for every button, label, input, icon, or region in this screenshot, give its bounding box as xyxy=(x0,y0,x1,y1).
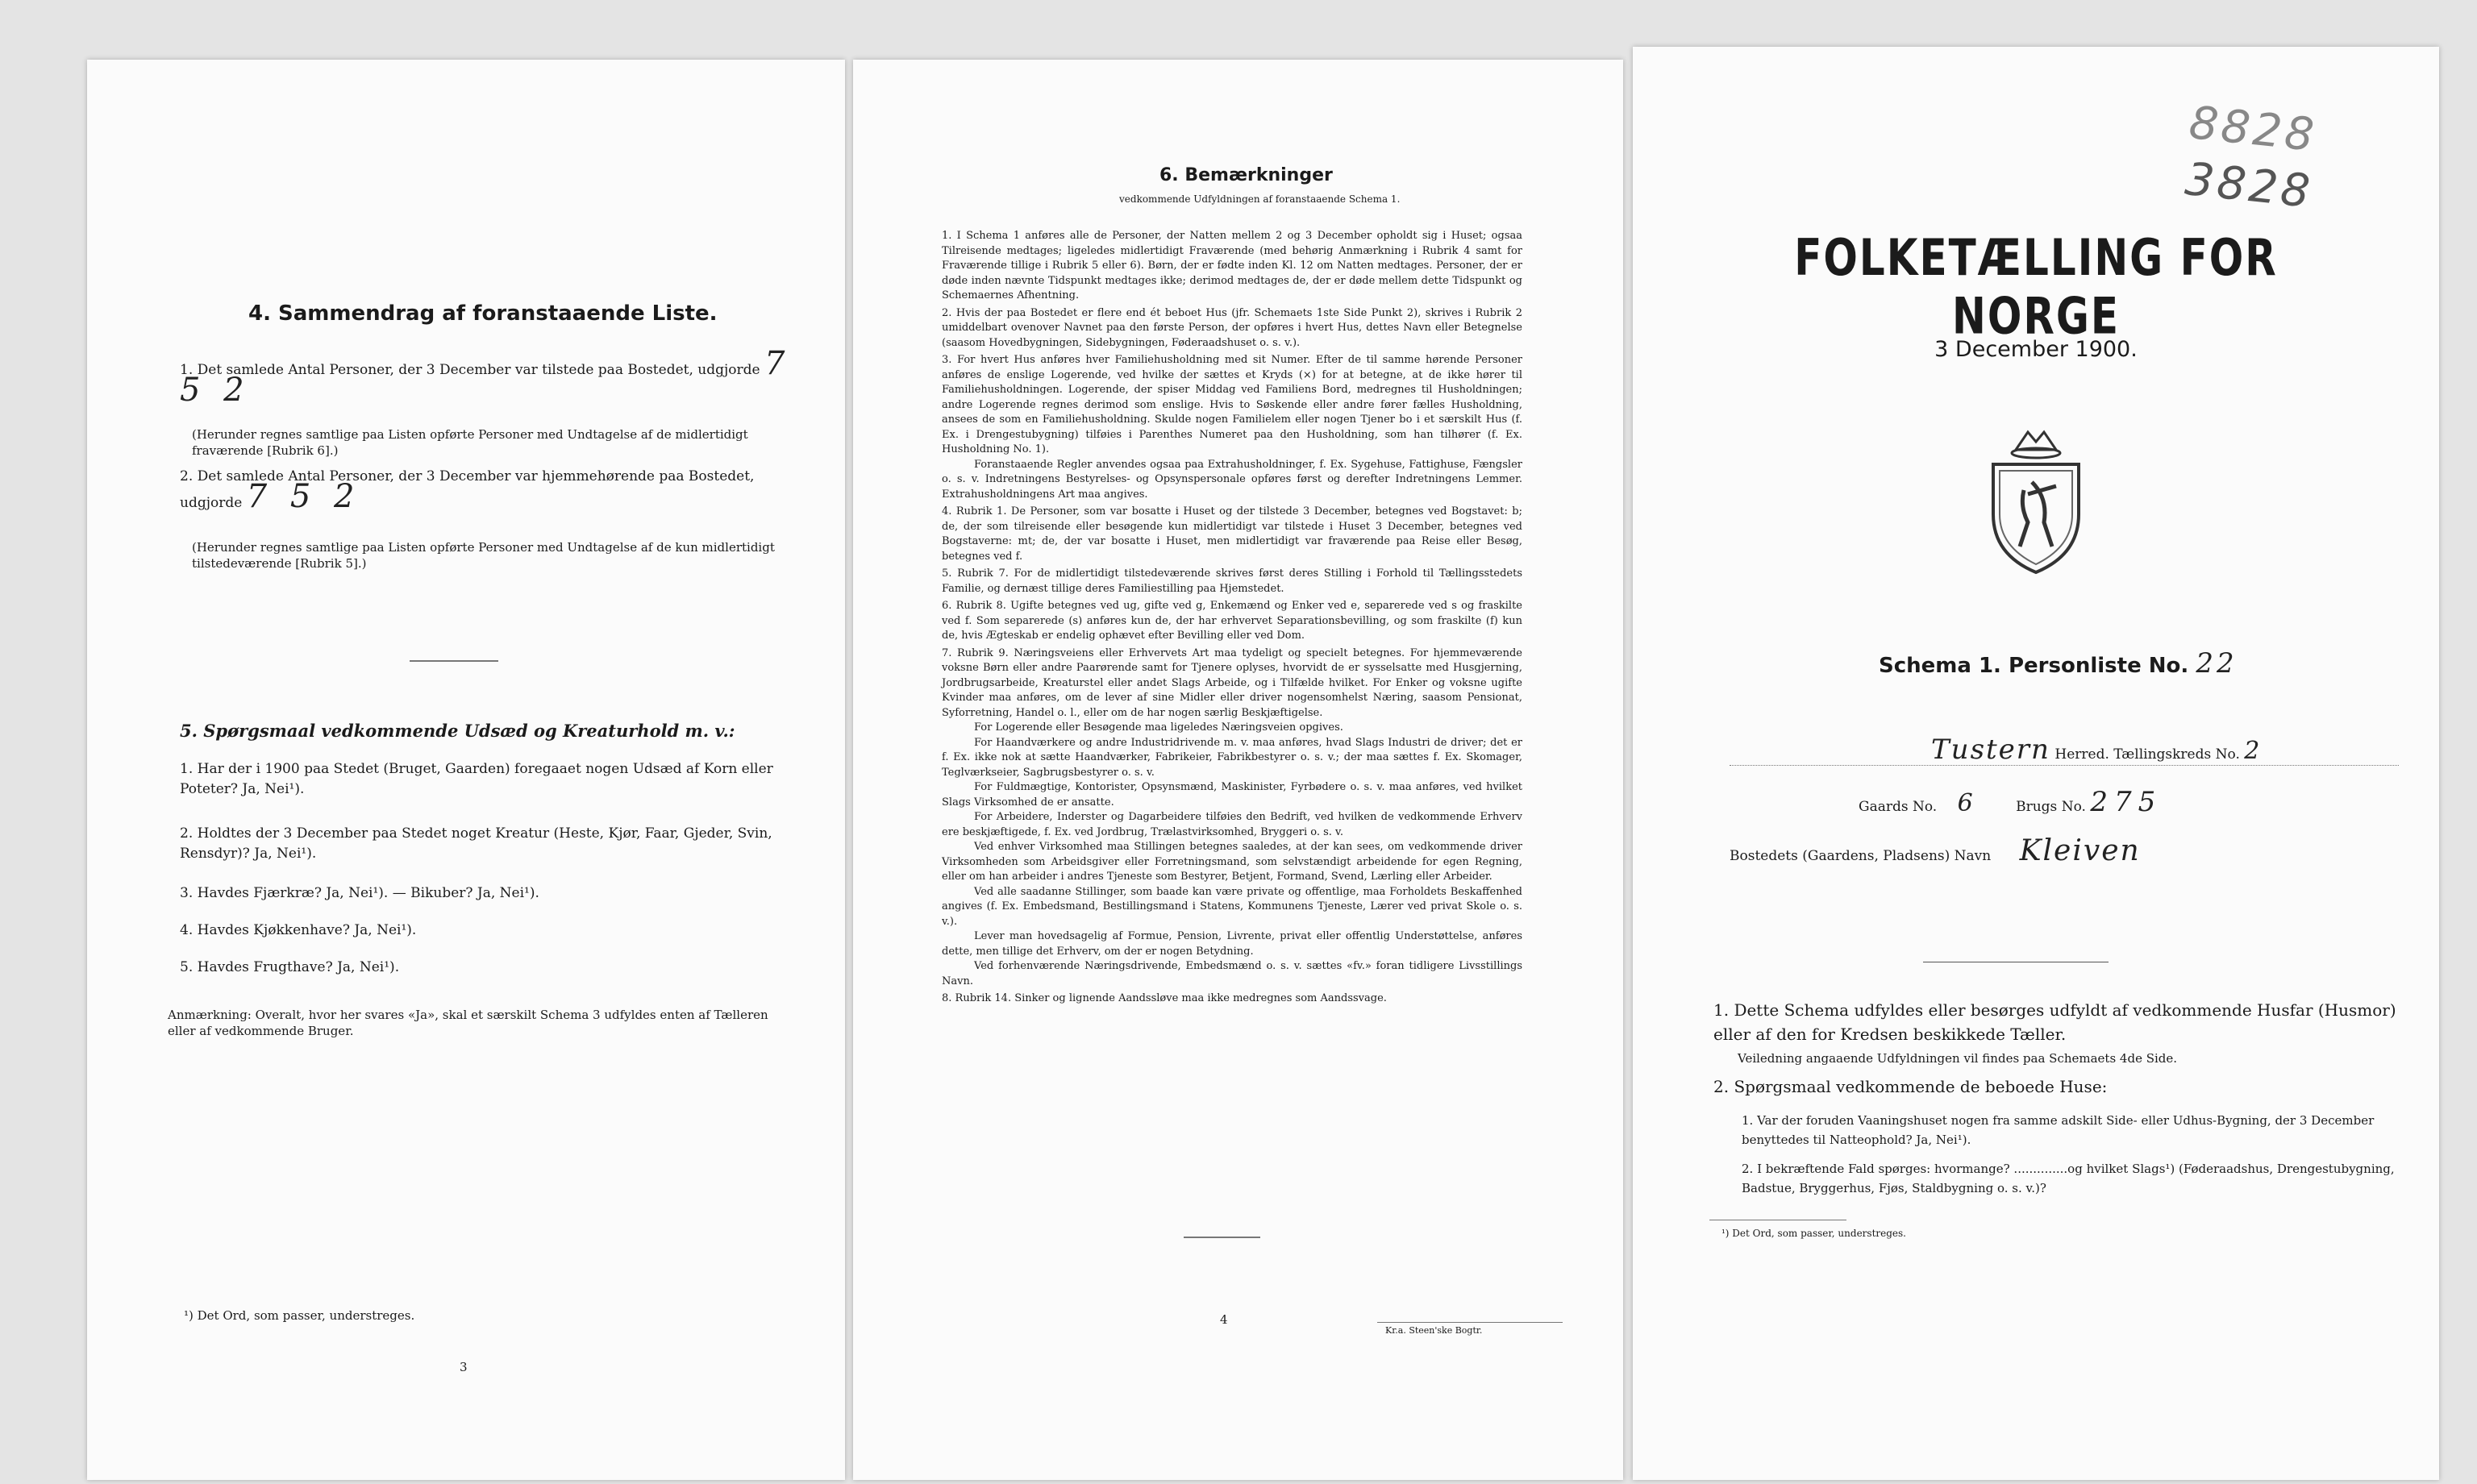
printer-rule xyxy=(1377,1322,1563,1323)
handwritten-gaards: 6 xyxy=(1957,789,1980,817)
footnote: ¹) Det Ord, som passer, understreges. xyxy=(184,1308,415,1323)
handwritten-resident-count: 7 5 2 xyxy=(246,478,361,515)
divider xyxy=(410,660,498,662)
remark-paragraph: 4. Rubrik 1. De Personer, som var bosatte i Huset og der tilstede 3 December, betegnes ved Bogstavet: b; de, der som tilreisende eller besøgende kun midlertidigt var tilstede i Huset 3 December, betegnes ved Bogstaverne: mt; de, der var bosatte i Huset, men midlertidigt var fraværende paa Reise eller Besøg, betegnes ved f. xyxy=(942,505,1522,563)
page-4 xyxy=(853,60,1623,1480)
remark-paragraph: For Logerende eller Besøgende maa ligeledes Næringsveien opgives. xyxy=(974,721,1343,734)
question-2: 2. Holdtes der 3 December paa Stedet noget Kreatur (Heste, Kjør, Faar, Gjeder, Svin, Rensdyr)? Ja, Nei¹). xyxy=(180,825,772,862)
remarks-list xyxy=(942,229,1522,1007)
remark-paragraph: 3. For hvert Hus anføres hver Familiehusholdning med sit Numer. Efter de til samme hørende Personer anføres de enslige Logerende, ved hvilke der sættes et Kryds (×) for at betegne, at de ikke hører til Familiehusholdningen. Logerende, der spiser Middag ved Familiens Bord, medregnes til Husholdningen; andre Logerende regnes derimod som enslige. Hvis to Søskende eller andre fører fælles Husholdning, ansees de som en Familiehusholdning. Skulde nogen Familielem eller nogen Tjener bo i et særskilt Hus (f. Ex. i Drengestubygning) tilføies i Parenthes Numeret paa den Husholdning, som han tilhører (f. Ex. Husholdning No. 1). xyxy=(942,354,1522,455)
question-4: 4. Havdes Kjøkkenhave? Ja, Nei¹). xyxy=(180,922,417,938)
handwritten-kreds: 2 xyxy=(2244,737,2267,765)
archive-number-struck: 8828 xyxy=(2187,96,2320,163)
schema-label: Schema 1. Personliste No. 22 xyxy=(1879,647,2238,680)
page-1 xyxy=(1633,47,2439,1480)
instruction-2: 2. Spørgsmaal vedkommende de beboede Huse: xyxy=(1713,1077,2108,1096)
bosted-line: Bostedets (Gaardens, Pladsens) Navn Kleiven xyxy=(1730,834,2141,867)
instruction-2-question-2: 2. I bekræftende Fald spørges: hvormange? ..............og hvilket Slags¹) (Føderaadshus, Drengestubygning, Badstue, Bryggerhus, Fjøs, Staldbygning o. s. v.)? xyxy=(1742,1162,2395,1195)
page-number: 3 xyxy=(460,1360,468,1374)
question-5: 5. Havdes Frugthave? Ja, Nei¹). xyxy=(180,959,400,975)
printer-imprint: Kr.a. Steen'ske Bogtr. xyxy=(1385,1325,1483,1336)
summary-item-2: 2. Det samlede Antal Personer, der 3 December var hjemmehørende paa Bostedet, udgjorde 7 5 2 xyxy=(180,468,755,515)
remark-paragraph: 7. Rubrik 9. Næringsveiens eller Erhvervets Art maa tydeligt og specielt betegnes. For hjemmeværende voksne Børn eller andre Paarørende samt for Tjenere oplyses, hvorvidt de er sysselsatte med Husgjerning, Jordbrugsarbeide, Kreaturstel eller andet Slags Arbeide, og i Tilfælde hvilket. For Enker og voksne ugifte Kvinder maa anføres, om de lever af sine Midler eller driver nogensomhelst Næring, saasom Pensionat, Syforretning, Handel o. l., eller om de har nogen særlig Beskjæftigelse. xyxy=(942,646,1522,719)
remark-paragraph: Foranstaaende Regler anvendes ogsaa paa Extrahusholdninger, f. Ex. Sygehuse, Fattighuse, Fængsler o. s. v. Indretningens Bestyrelses- og Opsynspersonale opføres først og derefter Indretningens Lemmer. Extrahusholdningens Art maa angives. xyxy=(942,458,1522,501)
summary-item-1: 1. Det samlede Antal Personer, der 3 December var tilstede paa Bostedet, udgjorde 7 5 2 xyxy=(180,345,792,409)
remark-paragraph: 6. Rubrik 8. Ugifte betegnes ved ug, gifte ved g, Enkemænd og Enker ved e, separerede ved s og fraskilte ved f. Som separerede (s) anføres kun de, der har erhvervet Separationsbevilling, og som fraskilte (f) kun de, hvis Ægteskab er endelig ophævet efter Bevilling eller ved Dom. xyxy=(942,600,1522,642)
divider xyxy=(1184,1237,1260,1238)
page-number: 4 xyxy=(1220,1312,1228,1327)
summary-note-1: (Herunder regnes samtlige paa Listen opførte Personer med Undtagelse af de midlertidigt fraværende [Rubrik 6].) xyxy=(192,427,748,458)
remark-note: Anmærkning: Overalt, hvor her svares «Ja», skal et særskilt Schema 3 udfyldes enten af Tælleren eller af vedkommende Bruger. xyxy=(168,1008,768,1038)
remark-paragraph: 8. Rubrik 14. Sinker og lignende Aandssløve maa ikke medregnes som Aandssvage. xyxy=(942,992,1387,1004)
subheading-remarks: vedkommende Udfyldningen af foranstaaende Schema 1. xyxy=(1119,193,1401,205)
heading-crops-livestock: 5. Spørgsmaal vedkommende Udsæd og Kreaturhold m. v.: xyxy=(180,721,735,741)
remark-paragraph: Ved forhenværende Næringsdrivende, Embedsmænd o. s. v. sættes «fv.» foran tidligere Livsstillings Navn. xyxy=(942,960,1522,987)
handwritten-brugs: 275 xyxy=(2090,786,2163,818)
handwritten-present-count: 7 5 2 xyxy=(180,345,792,409)
question-3: 3. Havdes Fjærkræ? Ja, Nei¹). — Bikuber? Ja, Nei¹). xyxy=(180,885,539,901)
page-3 xyxy=(87,60,845,1480)
footnote: ¹) Det Ord, som passer, understreges. xyxy=(1721,1228,1906,1239)
remark-paragraph: For Fuldmægtige, Kontorister, Opsynsmænd, Maskinister, Fyrbødere o. s. v. maa anføres, ved hvilket Slags Virksomhed de er ansatte. xyxy=(942,781,1522,809)
archive-number: 3828 xyxy=(2183,152,2316,219)
remark-paragraph: Ved alle saadanne Stillinger, som baade kan være private og offentlige, maa Forholdets Beskaffenhed angives (f. Ex. Embedsmand, Bestillingsmand i Statens, Kommunens Tjeneste, Lærer ved privat Skole o. s. v.). xyxy=(942,885,1522,928)
remark-paragraph: For Arbeidere, Inderster og Dagarbeidere tilføies den Bedrift, ved hvilken de vedkommende Erhverv ere beskjæftigede, f. Ex. ved Jordbrug, Trælastvirksomhed, Bryggeri o. s. v. xyxy=(942,811,1522,838)
summary-note-2: (Herunder regnes samtlige paa Listen opførte Personer med Undtagelse af de kun midlertidigt tilstedeværende [Rubrik 5].) xyxy=(192,540,775,571)
gaards-line: Gaards No. 6 Brugs No. 275 xyxy=(1859,786,2163,818)
instruction-1: 1. Dette Schema udfyldes eller besørges udfyldt af vedkommende Husfar (Husmor) eller af den for Kredsen beskikkede Tæller. xyxy=(1713,1000,2396,1044)
heading-remarks: 6. Bemærkninger xyxy=(1159,165,1333,185)
census-date: 3 December 1900. xyxy=(1934,337,2138,362)
instruction-2-question-1: 1. Var der foruden Vaaningshuset nogen fra samme adskilt Side- eller Udhus-Bygning, der 3 December benyttedes til Natteophold? Ja, Nei¹). xyxy=(1742,1113,2375,1147)
form-title: FOLKETÆLLING FOR NORGE xyxy=(1794,228,2278,346)
remark-paragraph: 5. Rubrik 7. For de midlertidigt tilstedeværende skrives først deres Stilling i Forhold til Tællingsstedets Familie, og dernæst tillige deres Familiestilling paa Hjemstedet. xyxy=(942,567,1522,595)
remark-paragraph: 1. I Schema 1 anføres alle de Personer, der Natten mellem 2 og 3 December opholdt sig i Huset; ogsaa Tilreisende medtages; ligeledes midlertidigt Fraværende (med behørig Anmærkning i Rubrik 4 samt for Fraværende tillige i Rubrik 5 eller 6). Børn, der er fødte inden Kl. 12 om Natten medtages. Personer, der er døde inden nævnte Tidspunkt medtages ikke; derimod medtages de, der er døde mellem dette Tidspunkt og Schemaernes Afhentning. xyxy=(942,230,1522,301)
remark-paragraph: Ved enhver Virksomhed maa Stillingen betegnes saaledes, at der kan sees, om vedkommende driver Virksomheden som Arbeidsgiver eller Forretningsmand, som selvstændigt arbeidende for egen Regning, eller om han arbeider i andres Tjeneste som Bestyrer, Betjent, Formand, Svend, Lærling eller Arbeider. xyxy=(942,841,1522,883)
handwritten-bosted: Kleiven xyxy=(2019,834,2141,867)
remark-paragraph: Lever man hovedsagelig af Formue, Pension, Livrente, privat eller offentlig Understøttelse, anføres dette, men tillige det Erhverv, om der er nogen Betydning. xyxy=(942,930,1522,958)
heading-summary: 4. Sammendrag af foranstaaende Liste. xyxy=(248,301,718,326)
remark-paragraph: 2. Hvis der paa Bostedet er flere end ét beboet Hus (jfr. Schemaets 1ste Side Punkt 2), skrives i Rubrik 2 umiddelbart ovenover Navnet paa den første Person, der opføres i hvert Hus, dettes Navn eller Betegnelse (saasom Hovedbygningen, Sidebygningen, Føderaadshuset o. s. v.). xyxy=(942,306,1522,349)
handwritten-herred: Tustern xyxy=(1931,734,2050,766)
remark-paragraph: For Haandværkere og andre Industridrivende m. v. maa anføres, hvad Slags Industri de driver; det er f. Ex. ikke nok at sætte Haandværker, Fabrikeier, Fabrikbestyrer o. s. v.; der maa sættes f. Ex. Skomager, Teglværkseier, Sagbrugsbestyrer o. s. v. xyxy=(942,736,1522,779)
question-1: 1. Har der i 1900 paa Stedet (Bruget, Gaarden) foregaaet nogen Udsæd af Korn eller Poteter? Ja, Nei¹). xyxy=(180,761,773,797)
herred-line: Tustern Herred. Tællingskreds No. 2 xyxy=(1730,740,2399,766)
instruction-1-sub: Veiledning angaaende Udfyldningen vil findes paa Schemaets 4de Side. xyxy=(1738,1051,2178,1066)
coat-of-arms-icon xyxy=(1984,418,2088,579)
handwritten-list-number: 22 xyxy=(2196,647,2238,680)
